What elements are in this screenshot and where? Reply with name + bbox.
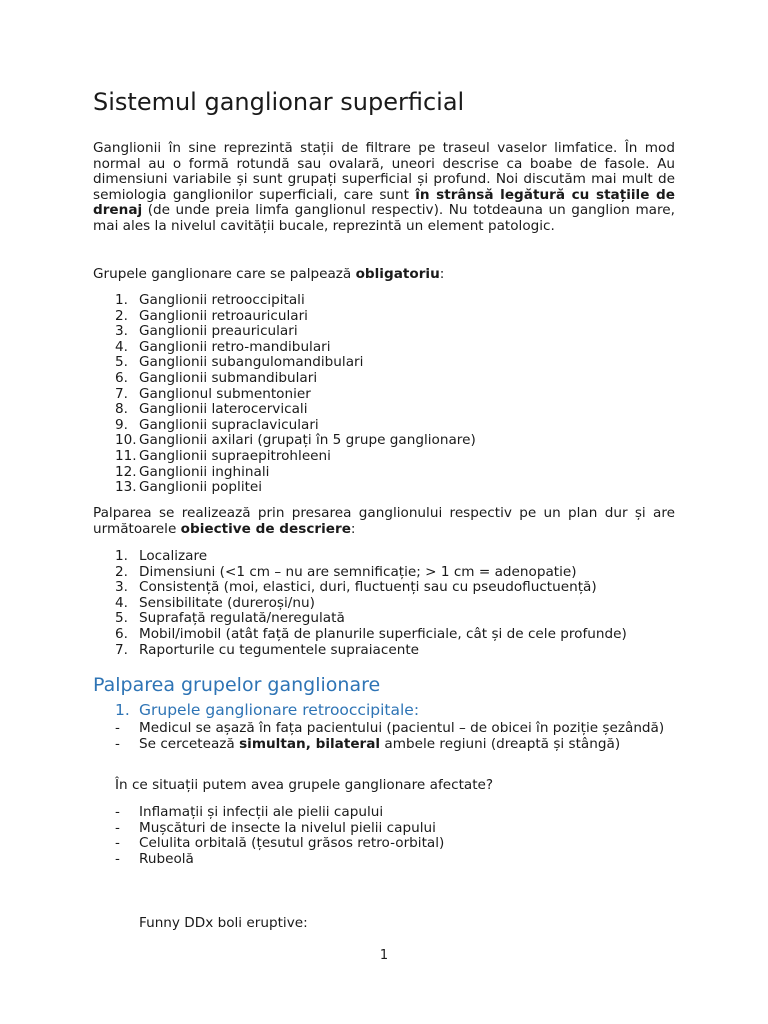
item-label: Sensibilitate (dureroși/nu) [139, 594, 315, 611]
item-number: 10. [115, 432, 137, 449]
item-number: 8. [115, 401, 128, 418]
item-number: 4. [115, 338, 128, 355]
groups-intro-colon: : [439, 266, 445, 282]
palpation-intro-colon: : [350, 520, 356, 537]
subsection-label: Grupele ganglionare retrooccipitale: [139, 701, 420, 719]
dash-bullet: - [115, 850, 120, 867]
item-number: 12. [115, 463, 137, 480]
item-label: Suprafață regulată/neregulată [139, 610, 345, 627]
page-title: Sistemul ganglionar superficial [93, 88, 465, 116]
item-label: Dimensiuni (<1 cm – nu are semnificație; > 1 cm = adenopatie) [139, 563, 577, 580]
palpation-intro-bold: obiective de descriere [180, 520, 351, 537]
intro-text-2: (de unde preia limfa ganglionul respectiv). Nu totdeauna un ganglion mare, mai ales la nivelul cavității bucale, reprezintă un element patologic. [93, 202, 675, 234]
item-label: Ganglionii subangulomandibulari [139, 354, 364, 371]
list-item [93, 433, 675, 449]
dash-bullet: - [115, 735, 120, 752]
causes-list [115, 805, 675, 867]
list-item [93, 371, 675, 387]
item-number: 5. [115, 354, 128, 371]
list-item [115, 852, 675, 868]
section-heading: Palparea grupelor ganglionare [93, 674, 381, 696]
item-label: Ganglionii supraclaviculari [139, 416, 319, 433]
item-label: Mobil/imobil (atât față de planurile superficiale, cât și de cele profunde) [139, 625, 627, 642]
intro-bold: în strânsă legătură cu stațiile de drenaj [93, 186, 675, 219]
cause-text: Inflamații și infecții ale pielii capului [139, 804, 384, 820]
list-item [93, 449, 675, 465]
item-label: Ganglionii laterocervicali [139, 401, 308, 418]
subsection-number: 1. [115, 701, 130, 719]
list-item [93, 643, 675, 659]
item-number: 5. [115, 610, 128, 627]
item-label: Ganglionul submentonier [139, 385, 311, 402]
list-item [93, 627, 675, 643]
item-number: 11. [115, 447, 137, 464]
list-item [93, 465, 675, 481]
item-number: 2. [115, 307, 128, 324]
dash-bullet: - [115, 819, 120, 836]
cause-text: Celulita orbitală (țesutul grăsos retro-orbital) [139, 835, 445, 852]
item-number: 13. [115, 479, 137, 496]
item-number: 7. [115, 385, 128, 402]
step-text-1: Se cercetează [139, 735, 240, 752]
item-number: 6. [115, 625, 128, 642]
question-text: În ce situații putem avea grupele ganglionare afectate? [115, 777, 494, 793]
dash-bullet: - [115, 720, 120, 736]
list-item [93, 580, 675, 596]
step-text-2: ambele regiuni (dreaptă și stângă) [380, 735, 621, 752]
item-label: Consistență (moi, elastici, duri, fluctuenți sau cu pseudofluctuență) [139, 579, 597, 596]
item-label: Ganglionii retrooccipitali [139, 292, 305, 308]
item-number: 1. [115, 292, 128, 308]
list-item [93, 480, 675, 496]
groups-intro [93, 267, 675, 283]
item-number: 7. [115, 641, 128, 658]
list-item [93, 565, 675, 581]
step-text [139, 737, 675, 753]
groups-intro-bold: obligatoriu [355, 266, 440, 282]
list-item [115, 721, 675, 737]
item-label: Ganglionii submandibulari [139, 369, 318, 386]
page-number: 1 [379, 948, 389, 963]
item-number: 3. [115, 579, 128, 596]
funny-ddx-text: Funny DDx boli eruptive: [139, 915, 308, 931]
item-number: 2. [115, 563, 128, 580]
steps-list [115, 721, 675, 752]
list-item [93, 402, 675, 418]
list-item [93, 418, 675, 434]
list-item [115, 805, 675, 821]
dash-bullet: - [115, 804, 120, 820]
list-item [93, 596, 675, 612]
cause-text: Rubeolă [139, 850, 194, 867]
list-item [93, 309, 675, 325]
item-label: Ganglionii inghinali [139, 463, 270, 480]
step-bold: simultan, bilateral [239, 735, 381, 752]
item-number: 9. [115, 416, 128, 433]
item-label: Ganglionii retroauriculari [139, 307, 308, 324]
item-number: 3. [115, 323, 128, 340]
item-label: Ganglionii supraepitrohleeni [139, 447, 331, 464]
groups-list [93, 293, 675, 496]
dash-bullet: - [115, 835, 120, 852]
palpation-intro [93, 506, 675, 537]
list-item [115, 836, 675, 852]
intro-paragraph [93, 141, 675, 235]
list-item [93, 340, 675, 356]
item-label: Ganglionii poplitei [139, 479, 263, 496]
list-item [93, 387, 675, 403]
groups-intro-text: Grupele ganglionare care se palpează [93, 266, 356, 282]
item-label: Raporturile cu tegumentele supraiacente [139, 641, 420, 658]
item-label: Localizare [139, 548, 208, 564]
palpation-intro-text: Palparea se realizează prin presarea ganglionului respectiv pe un plan dur și are următoarele [93, 505, 675, 537]
item-number: 6. [115, 369, 128, 386]
list-item [93, 355, 675, 371]
intro-text-1: Ganglionii în sine reprezintă stații de filtrare pe traseul vaselor limfatice. În mod normal au o formă rotundă sau ovalară, uneori descrise ca boabe de fasole. Au dimensiuni variabile și sunt grupați superficial și profund. Noi discutăm mai mult de semiologia ganglionilor superficiali, care sunt [93, 140, 675, 203]
list-item [93, 324, 675, 340]
item-label: Ganglionii axilari (grupați în 5 grupe ganglionare) [139, 432, 476, 449]
item-label: Ganglionii preauriculari [139, 323, 298, 340]
item-number: 1. [115, 548, 128, 564]
item-label: Ganglionii retro-mandibulari [139, 338, 331, 355]
list-item [93, 293, 675, 309]
list-item [93, 549, 675, 565]
item-number: 4. [115, 594, 128, 611]
step-text: Medicul se așază în fața pacientului (pacientul – de obicei în poziție șezândă) [139, 720, 665, 736]
objectives-list [93, 549, 675, 658]
list-item [115, 821, 675, 837]
list-item [115, 737, 675, 753]
list-item [93, 611, 675, 627]
subsection-heading [115, 700, 419, 720]
cause-text: Mușcături de insecte la nivelul pielii capului [139, 819, 436, 836]
